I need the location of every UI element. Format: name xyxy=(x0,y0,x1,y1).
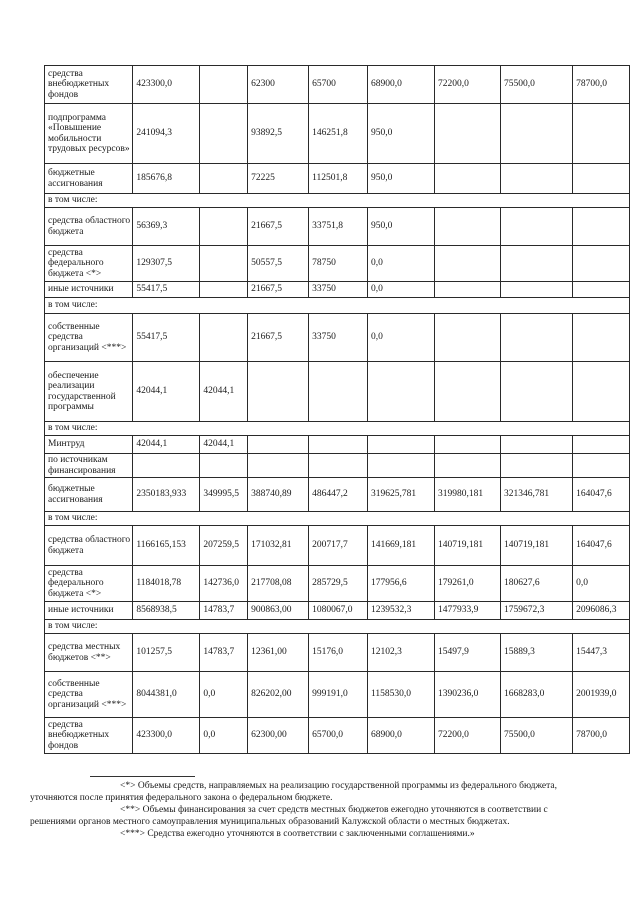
value-cell: 56369,3 xyxy=(133,208,200,246)
value-cell: 0,0 xyxy=(200,672,248,718)
table-row xyxy=(45,672,630,718)
value-cell: 1184018,78 xyxy=(133,566,200,602)
value-cell xyxy=(200,314,248,362)
table-row xyxy=(45,634,630,672)
value-cell xyxy=(367,362,434,422)
value-cell: 950,0 xyxy=(367,208,434,246)
value-cell: 486447,2 xyxy=(309,478,368,512)
table-row xyxy=(45,422,630,436)
value-cell xyxy=(435,282,501,298)
table-row xyxy=(45,718,630,754)
value-cell: 241094,3 xyxy=(133,104,200,164)
row-label: средства областного бюджета xyxy=(45,208,133,246)
footnote-separator xyxy=(90,776,195,777)
value-cell: 68900,0 xyxy=(367,718,434,754)
value-cell: 78700,0 xyxy=(573,66,630,104)
value-cell xyxy=(309,362,368,422)
value-cell: 0,0 xyxy=(367,314,434,362)
table-row xyxy=(45,246,630,282)
value-cell: 15497,9 xyxy=(435,634,501,672)
row-label: собственные средства организаций <***> xyxy=(45,314,133,362)
row-label: в том числе: xyxy=(45,194,630,208)
value-cell xyxy=(501,314,573,362)
value-cell: 42044,1 xyxy=(133,362,200,422)
value-cell: 207259,5 xyxy=(200,526,248,566)
value-cell xyxy=(248,362,309,422)
value-cell: 1158530,0 xyxy=(367,672,434,718)
value-cell xyxy=(573,246,630,282)
table-row xyxy=(45,602,630,620)
value-cell: 319625,781 xyxy=(367,478,434,512)
value-cell: 78700,0 xyxy=(573,718,630,754)
value-cell xyxy=(501,246,573,282)
value-cell xyxy=(573,208,630,246)
value-cell: 65700 xyxy=(309,66,368,104)
value-cell xyxy=(367,454,434,478)
value-cell xyxy=(435,454,501,478)
value-cell: 65700,0 xyxy=(309,718,368,754)
table-row xyxy=(45,208,630,246)
value-cell xyxy=(573,104,630,164)
value-cell: 21667,5 xyxy=(248,208,309,246)
footnote-1 xyxy=(90,780,610,792)
row-label: средства местных бюджетов <**> xyxy=(45,634,133,672)
table-row xyxy=(45,104,630,164)
table-row xyxy=(45,454,630,478)
row-label: в том числе: xyxy=(45,422,630,436)
value-cell: 1080067,0 xyxy=(309,602,368,620)
row-label: в том числе: xyxy=(45,512,630,526)
value-cell: 388740,89 xyxy=(248,478,309,512)
value-cell: 33751,8 xyxy=(309,208,368,246)
value-cell xyxy=(435,104,501,164)
table-row xyxy=(45,282,630,298)
value-cell: 217708,08 xyxy=(248,566,309,602)
value-cell: 2350183,933 xyxy=(133,478,200,512)
row-label: в том числе: xyxy=(45,620,630,634)
value-cell xyxy=(435,362,501,422)
row-label: средства федерального бюджета <*> xyxy=(45,246,133,282)
value-cell xyxy=(133,454,200,478)
value-cell: 15176,0 xyxy=(309,634,368,672)
table-row xyxy=(45,194,630,208)
value-cell xyxy=(573,314,630,362)
table-row xyxy=(45,566,630,602)
value-cell xyxy=(573,282,630,298)
table-row xyxy=(45,164,630,194)
value-cell: 900863,00 xyxy=(248,602,309,620)
value-cell: 1239532,3 xyxy=(367,602,434,620)
value-cell: 140719,181 xyxy=(435,526,501,566)
value-cell xyxy=(200,66,248,104)
value-cell xyxy=(573,436,630,454)
table-row xyxy=(45,298,630,314)
value-cell: 164047,6 xyxy=(573,478,630,512)
value-cell xyxy=(435,208,501,246)
value-cell: 1477933,9 xyxy=(435,602,501,620)
value-cell: 0,0 xyxy=(367,246,434,282)
table-row xyxy=(45,526,630,566)
value-cell: 75500,0 xyxy=(501,66,573,104)
row-label: средства внебюджетных фондов xyxy=(45,718,133,754)
value-cell: 33750 xyxy=(309,282,368,298)
footnote-3 xyxy=(90,828,610,840)
row-label: собственные средства организаций <***> xyxy=(45,672,133,718)
row-label: иные источники xyxy=(45,602,133,620)
value-cell: 0,0 xyxy=(573,566,630,602)
value-cell: 8568938,5 xyxy=(133,602,200,620)
value-cell: 1759672,3 xyxy=(501,602,573,620)
footnote-3-text: <***> Средства ежегодно уточняются в соответствии с заключенными соглашениями.» xyxy=(120,829,475,839)
footnote-1-text: <*> Объемы средств, направляемых на реализацию государственной программы из федерального бюджета, xyxy=(120,781,557,791)
row-label: по источникам финансирования xyxy=(45,454,133,478)
value-cell xyxy=(200,246,248,282)
value-cell: 12361,00 xyxy=(248,634,309,672)
value-cell: 164047,6 xyxy=(573,526,630,566)
value-cell xyxy=(573,362,630,422)
value-cell: 185676,8 xyxy=(133,164,200,194)
value-cell: 1390236,0 xyxy=(435,672,501,718)
table-row xyxy=(45,66,630,104)
value-cell: 423300,0 xyxy=(133,66,200,104)
value-cell: 179261,0 xyxy=(435,566,501,602)
value-cell xyxy=(501,164,573,194)
row-label: средства областного бюджета xyxy=(45,526,133,566)
table-row xyxy=(45,314,630,362)
value-cell: 21667,5 xyxy=(248,314,309,362)
footnote-2b-text: решениями органов местного самоуправления муниципальных образований Калужской области о местных бюджетах. xyxy=(30,817,510,827)
value-cell xyxy=(501,282,573,298)
value-cell: 93892,5 xyxy=(248,104,309,164)
footnote-1-cont xyxy=(30,792,610,804)
value-cell: 62300 xyxy=(248,66,309,104)
row-label: в том числе: xyxy=(45,298,630,314)
value-cell xyxy=(200,104,248,164)
value-cell: 319980,181 xyxy=(435,478,501,512)
value-cell: 75500,0 xyxy=(501,718,573,754)
value-cell: 68900,0 xyxy=(367,66,434,104)
value-cell: 826202,00 xyxy=(248,672,309,718)
value-cell: 1166165,153 xyxy=(133,526,200,566)
value-cell xyxy=(573,454,630,478)
value-cell: 33750 xyxy=(309,314,368,362)
table-row xyxy=(45,620,630,634)
value-cell: 2001939,0 xyxy=(573,672,630,718)
value-cell xyxy=(200,454,248,478)
value-cell: 112501,8 xyxy=(309,164,368,194)
value-cell xyxy=(501,436,573,454)
table-row xyxy=(45,512,630,526)
value-cell: 140719,181 xyxy=(501,526,573,566)
value-cell: 55417,5 xyxy=(133,314,200,362)
value-cell: 15889,3 xyxy=(501,634,573,672)
value-cell xyxy=(200,208,248,246)
row-label: подпрограмма «Повышение мобильности трудовых ресурсов» xyxy=(45,104,133,164)
value-cell: 101257,5 xyxy=(133,634,200,672)
footnotes xyxy=(30,780,610,840)
value-cell xyxy=(367,436,434,454)
footnote-2-text: <**> Объемы финансирования за счет средств местных бюджетов ежегодно уточняются в соответствии с xyxy=(120,805,548,815)
value-cell: 42044,1 xyxy=(200,436,248,454)
row-label: средства внебюджетных фондов xyxy=(45,66,133,104)
footnote-2 xyxy=(90,804,610,816)
value-cell xyxy=(435,314,501,362)
value-cell: 50557,5 xyxy=(248,246,309,282)
value-cell: 349995,5 xyxy=(200,478,248,512)
value-cell: 142736,0 xyxy=(200,566,248,602)
row-label: обеспечение реализации государственной программы xyxy=(45,362,133,422)
value-cell xyxy=(501,104,573,164)
row-label: иные источники xyxy=(45,282,133,298)
value-cell: 0,0 xyxy=(367,282,434,298)
budget-table xyxy=(44,65,630,754)
value-cell: 141669,181 xyxy=(367,526,434,566)
value-cell: 78750 xyxy=(309,246,368,282)
value-cell xyxy=(309,454,368,478)
value-cell: 200717,7 xyxy=(309,526,368,566)
value-cell xyxy=(501,454,573,478)
table-row xyxy=(45,436,630,454)
value-cell: 55417,5 xyxy=(133,282,200,298)
value-cell: 423300,0 xyxy=(133,718,200,754)
value-cell: 14783,7 xyxy=(200,602,248,620)
value-cell xyxy=(309,436,368,454)
value-cell: 950,0 xyxy=(367,104,434,164)
value-cell: 171032,81 xyxy=(248,526,309,566)
value-cell: 14783,7 xyxy=(200,634,248,672)
value-cell xyxy=(200,164,248,194)
value-cell xyxy=(200,282,248,298)
value-cell: 146251,8 xyxy=(309,104,368,164)
value-cell: 950,0 xyxy=(367,164,434,194)
value-cell: 62300,00 xyxy=(248,718,309,754)
value-cell: 285729,5 xyxy=(309,566,368,602)
value-cell: 180627,6 xyxy=(501,566,573,602)
row-label: Минтруд xyxy=(45,436,133,454)
value-cell: 42044,1 xyxy=(200,362,248,422)
value-cell xyxy=(435,246,501,282)
value-cell: 1668283,0 xyxy=(501,672,573,718)
value-cell xyxy=(501,362,573,422)
value-cell: 321346,781 xyxy=(501,478,573,512)
table-row xyxy=(45,362,630,422)
value-cell: 999191,0 xyxy=(309,672,368,718)
value-cell: 12102,3 xyxy=(367,634,434,672)
value-cell: 129307,5 xyxy=(133,246,200,282)
row-label: средства федерального бюджета <*> xyxy=(45,566,133,602)
value-cell xyxy=(573,164,630,194)
value-cell: 42044,1 xyxy=(133,436,200,454)
value-cell xyxy=(248,454,309,478)
value-cell xyxy=(435,164,501,194)
value-cell: 2096086,3 xyxy=(573,602,630,620)
value-cell: 177956,6 xyxy=(367,566,434,602)
value-cell: 8044381,0 xyxy=(133,672,200,718)
footnote-2-cont xyxy=(30,816,610,828)
value-cell: 15447,3 xyxy=(573,634,630,672)
value-cell xyxy=(248,436,309,454)
value-cell: 0,0 xyxy=(200,718,248,754)
footnote-1b-text: уточняются после принятия федерального закона о федеральном бюджете. xyxy=(30,793,333,803)
value-cell xyxy=(501,208,573,246)
value-cell: 21667,5 xyxy=(248,282,309,298)
value-cell: 72200,0 xyxy=(435,718,501,754)
row-label: бюджетные ассигнования xyxy=(45,478,133,512)
value-cell: 72225 xyxy=(248,164,309,194)
row-label: бюджетные ассигнования xyxy=(45,164,133,194)
value-cell: 72200,0 xyxy=(435,66,501,104)
value-cell xyxy=(435,436,501,454)
table-row xyxy=(45,478,630,512)
